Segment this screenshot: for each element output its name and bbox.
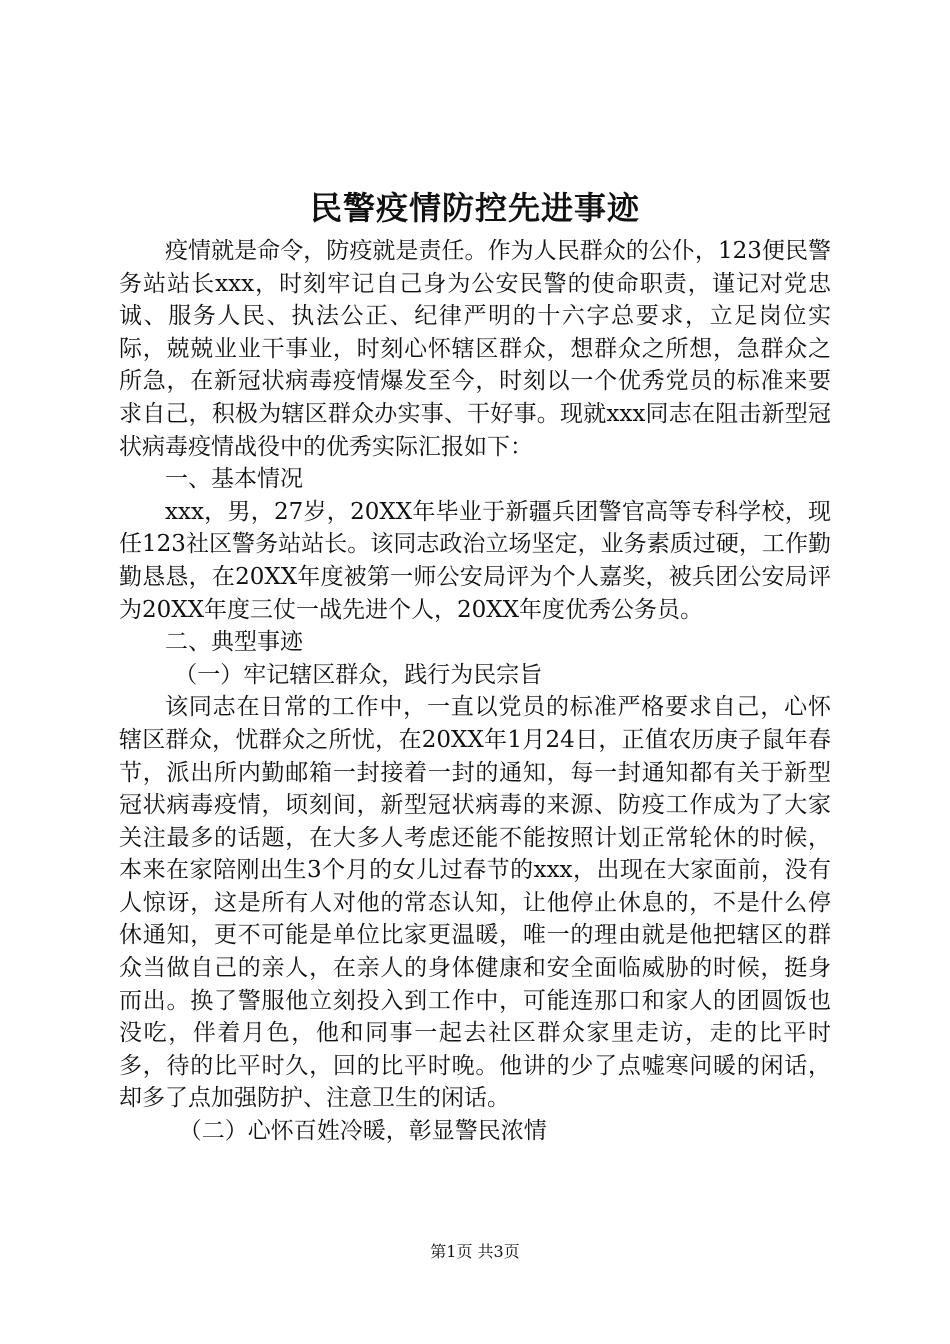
paragraph-basic-info: xxx，男，27岁，20XX年毕业于新疆兵团警官高等专科学校，现任123社区警务站站长。该同志政治立场坚定，业务素质过硬，工作勤勤恳恳，在20XX年度被第一师公安局评为个人嘉奖，被兵团公安局评为20XX年度三仗一战先进个人，20XX年度优秀公务员。 bbox=[119, 498, 831, 623]
paragraph-deeds-1: 该同志在日常的工作中，一直以党员的标准严格要求自己，心怀辖区群众，忧群众之所忧，在20XX年1月24日，正值农历庚子鼠年春节，派出所内勤邮箱一封接着一封的通知，每一封通知都有关于新型冠状病毒疫情，顷刻间，新型冠状病毒的来源、防疫工作成为了大家关注最多的话题，在大多人考虑还能不能按照计划正常轮休的时候，本来在家陪刚出生3个月的女儿过春节的xxx，出现在大家面前，没有人惊讶，这是所有人对他的常态认知，让他停止休息的，不是什么停休通知，更不可能是单位比家更温暖，唯一的理由就是他把辖区的群众当做自己的亲人，在亲人的身体健康和安全面临威胁的时候，挺身而出。换了警服他立刻投入到工作中，可能连那口和家人的团圆饭也没吃，伴着月色，他和同事一起去社区群众家里走访，走的比平时多，待的比平时久，回的比平时晚。他讲的少了点嘘寒问暖的闲话，却多了点加强防护、注意卫生的闲话。 bbox=[119, 694, 831, 1112]
document-title: 民警疫情防控先进事迹 bbox=[309, 189, 640, 227]
subheading-1: （一）牢记辖区群众，践行为民宗旨 bbox=[174, 661, 543, 688]
page-footer: 第1页 共3页 bbox=[430, 1242, 520, 1261]
document-body bbox=[119, 235, 831, 1148]
subheading-2: （二）心怀百姓冷暖，彰显警民浓情 bbox=[178, 1118, 547, 1145]
paragraph-intro: 疫情就是命令，防疫就是责任。作为人民群众的公仆，123便民警务站站长xxx，时刻牢记自己身为公安民警的使命职责，谨记对党忠诚、服务人民、执法公正、纪律严明的十六字总要求，立足岗位实际，兢兢业业干事业，时刻心怀辖区群众，想群众之所想，急群众之所急，在新冠状病毒疫情爆发至今，时刻以一个优秀党员的标准来要求自己，积极为辖区群众办实事、干好事。现就xxx同志在阻击新型冠状病毒疫情战役中的优秀实际汇报如下： bbox=[119, 238, 831, 460]
heading-typical-deeds: 二、典型事迹 bbox=[165, 629, 303, 656]
heading-basic-info: 一、基本情况 bbox=[165, 466, 303, 493]
